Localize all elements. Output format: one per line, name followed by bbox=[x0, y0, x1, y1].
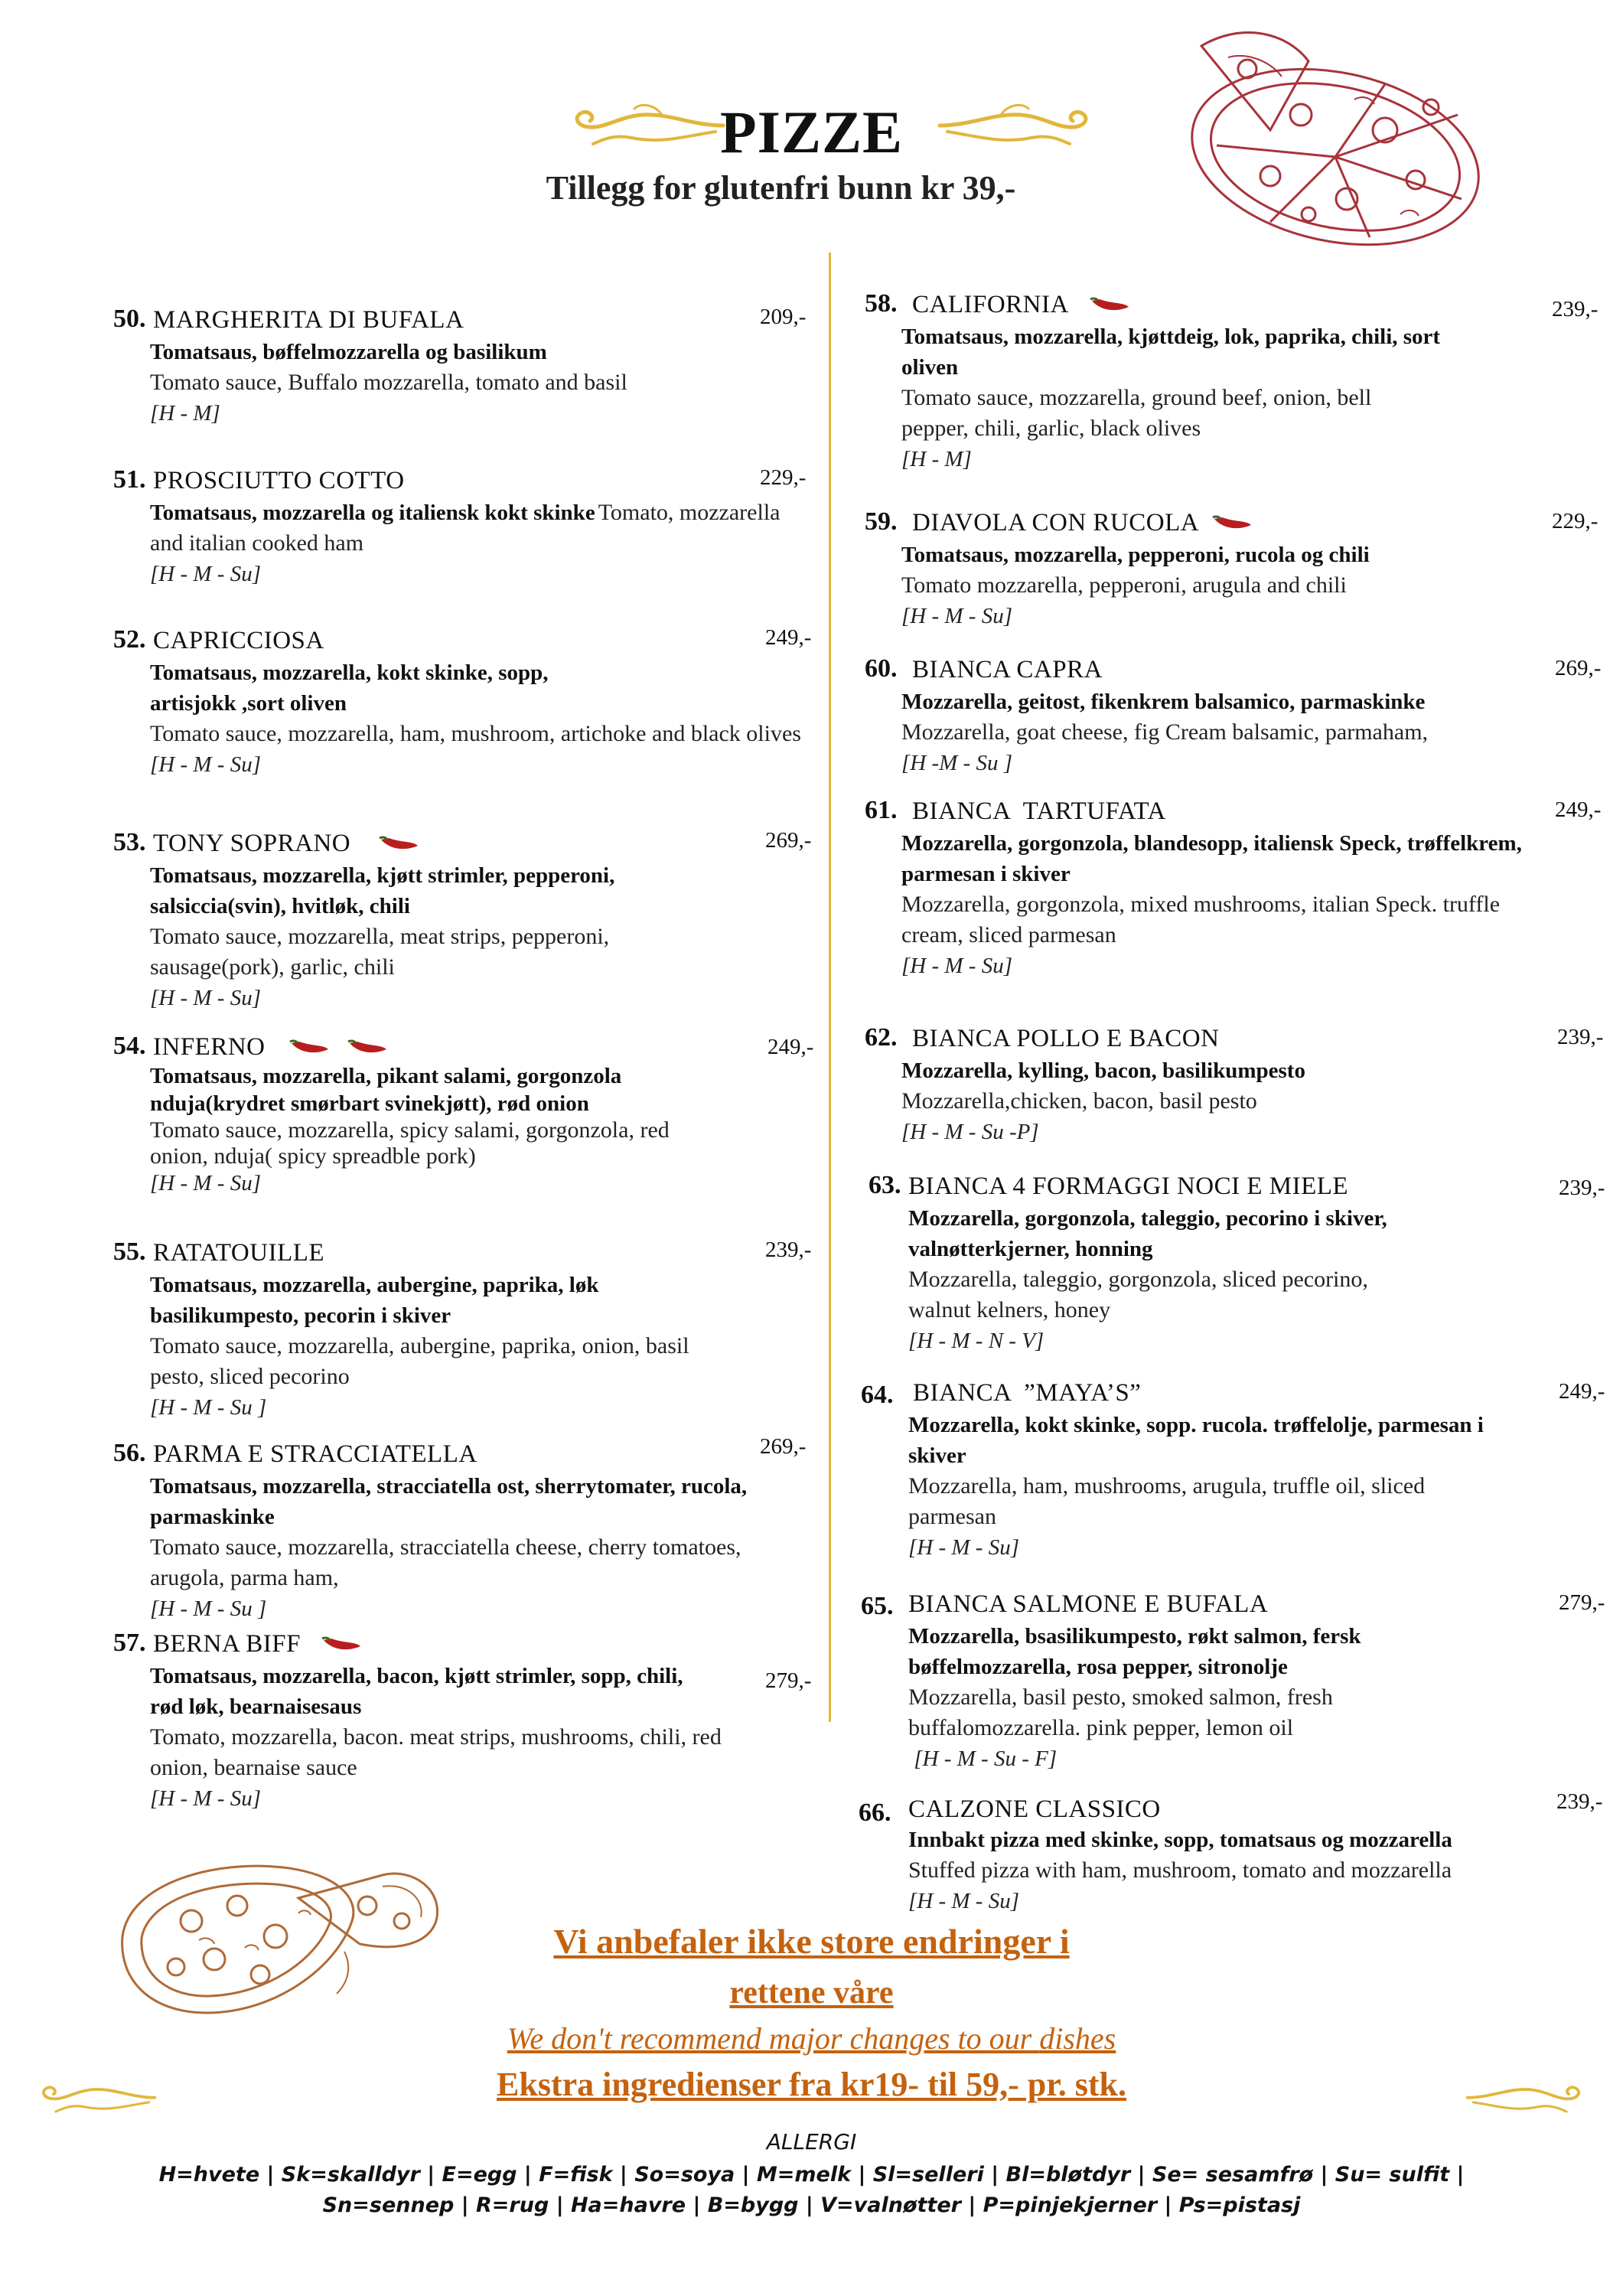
item-price: 269,- bbox=[1555, 656, 1602, 680]
item-allergens: [H - M - N - V] bbox=[908, 1329, 1045, 1353]
column-divider bbox=[829, 253, 831, 1722]
item-price: 269,- bbox=[760, 1434, 807, 1459]
item-name-text: INFERNO bbox=[153, 1033, 266, 1061]
item-description-norwegian: Tomatsaus, mozzarella, aubergine, paprika, løk basilikumpesto, pecorin i skiver bbox=[150, 1273, 599, 1328]
item-price: 279,- bbox=[1559, 1590, 1605, 1615]
item-description-norwegian: Mozzarella, bsasilikumpesto, røkt salmon, fersk bøffelmozzarella, rosa pepper, sitronolje bbox=[908, 1624, 1361, 1679]
item-allergens: [H - M] bbox=[901, 447, 972, 471]
chili-icon bbox=[347, 1039, 389, 1058]
item-name bbox=[153, 1630, 363, 1658]
item-description-english: Tomato sauce, mozzarella, meat strips, pepperoni, sausage(pork), garlic, chili bbox=[150, 924, 610, 980]
item-name-text: TONY SOPRANO bbox=[153, 830, 351, 857]
item-name bbox=[153, 830, 421, 858]
item-number: 51. bbox=[113, 465, 146, 494]
item-description-english: Mozzarella, gorgonzola, mixed mushrooms, italian Speck. truffle cream, sliced parmesan bbox=[901, 892, 1501, 947]
item-description-norwegian: Tomatsaus, mozzarella og italiensk kokt skinke bbox=[150, 501, 595, 525]
item-price: 229,- bbox=[1552, 509, 1599, 533]
item-number: 62. bbox=[865, 1023, 898, 1052]
chili-icon bbox=[378, 835, 421, 855]
item-number: 54. bbox=[113, 1032, 146, 1060]
item-name: MARGHERITA DI BUFALA bbox=[153, 306, 464, 334]
gluten-free-note: Tillegg for glutenfri bunn kr 39,- bbox=[546, 169, 1016, 207]
item-description-norwegian: Mozzarella, kokt skinke, sopp. rucola. trøffelolje, parmesan i skiver bbox=[908, 1413, 1484, 1468]
item-name bbox=[912, 509, 1254, 537]
item-price: 239,- bbox=[1552, 297, 1599, 321]
item-description-norwegian: Tomatsaus, mozzarella, pikant salami, gorgonzola nduja(krydret smørbart svinekjøtt), rød onion bbox=[150, 1064, 622, 1116]
item-price: 229,- bbox=[760, 465, 807, 490]
item-price: 239,- bbox=[1556, 1789, 1603, 1814]
item-description-norwegian: Tomatsaus, mozzarella, bacon, kjøtt strimler, sopp, chili, rød løk, bearnaisesaus bbox=[150, 1664, 683, 1719]
item-number: 66. bbox=[859, 1799, 891, 1827]
item-description-english: Mozzarella, goat cheese, fig Cream balsamic, parmaham, bbox=[901, 719, 1429, 745]
item-number: 63. bbox=[869, 1171, 901, 1199]
item-price: 249,- bbox=[1559, 1379, 1605, 1404]
item-allergens: [H - M - Su - F] bbox=[908, 1746, 1058, 1771]
chili-icon bbox=[1211, 514, 1254, 534]
item-price: 249,- bbox=[765, 625, 812, 650]
item-description-english: Tomato sauce, mozzarella, spicy salami, gorgonzola, red onion, nduja( spicy spreadble pork) bbox=[150, 1117, 670, 1169]
allergy-legend-line1: H=hvete | Sk=skalldyr | E=egg | F=fisk | So=soya | M=melk | Sl=selleri | Bl=bløtdyr | Se= sesamfrø | Su= sulfit | bbox=[158, 2163, 1465, 2187]
item-description-english: Mozzarella,chicken, bacon, basil pesto bbox=[901, 1088, 1257, 1114]
item-description-norwegian: Tomatsaus, mozzarella, pepperoni, rucola og chili bbox=[901, 543, 1370, 567]
item-allergens: [H - M - Su ] bbox=[150, 1395, 267, 1420]
item-name: BIANCA POLLO E BACON bbox=[912, 1025, 1220, 1052]
item-name-text: BERNA BIFF bbox=[153, 1630, 301, 1658]
item-description-norwegian: Innbakt pizza med skinke, sopp, tomatsaus og mozzarella bbox=[908, 1828, 1452, 1852]
item-description-norwegian: Tomatsaus, mozzarella, stracciatella ost, sherrytomater, rucola, parmaskinke bbox=[150, 1474, 748, 1529]
item-description-english: Mozzarella, basil pesto, smoked salmon, fresh buffalomozzarella. pink pepper, lemon oil bbox=[908, 1684, 1333, 1740]
item-description-norwegian: Tomatsaus, mozzarella, kokt skinke, sopp, artisjokk ,sort oliven bbox=[150, 660, 549, 716]
note-english-part2: dishes bbox=[1039, 2021, 1116, 2056]
flourish-ornament-right bbox=[932, 98, 1093, 152]
item-price: 239,- bbox=[1559, 1176, 1605, 1200]
item-price: 269,- bbox=[765, 828, 812, 853]
item-number: 57. bbox=[113, 1629, 146, 1657]
item-description-english: Mozzarella, ham, mushrooms, arugula, truffle oil, sliced parmesan bbox=[908, 1473, 1426, 1529]
item-description-norwegian: Mozzarella, kylling, bacon, basilikumpesto bbox=[901, 1058, 1305, 1083]
chili-icon bbox=[1089, 296, 1132, 316]
item-number: 61. bbox=[865, 796, 898, 824]
item-name: CALZONE CLASSICO bbox=[908, 1795, 1161, 1823]
item-description-norwegian: Tomatsaus, mozzarella, kjøttdeig, lok, paprika, chili, sort oliven bbox=[901, 325, 1441, 380]
item-description-english: Tomato mozzarella, pepperoni, arugula and chili bbox=[901, 572, 1347, 598]
item-description-norwegian: Tomatsaus, mozzarella, kjøtt strimler, pepperoni, salsiccia(svin), hvitløk, chili bbox=[150, 863, 615, 918]
item-price: 239,- bbox=[765, 1238, 812, 1262]
item-price: 249,- bbox=[768, 1035, 814, 1059]
item-name: BIANCA TARTUFATA bbox=[912, 797, 1166, 825]
item-description-english: Tomato sauce, mozzarella, stracciatella cheese, cherry tomatoes, arugola, parma ham, bbox=[150, 1534, 741, 1590]
item-name: BIANCA CAPRA bbox=[912, 656, 1103, 683]
item-name: PROSCIUTTO COTTO bbox=[153, 467, 405, 494]
item-allergens: [H - M - Su] bbox=[150, 986, 261, 1010]
allergy-legend-line2: Sn=sennep | R=rug | Ha=havre | B=bygg | V=valnøtter | P=pinjekjerner | Ps=pistasj bbox=[322, 2193, 1301, 2217]
note-english-part1: We don't recommend major changes to our bbox=[507, 2021, 1040, 2056]
item-name: PARMA E STRACCIATELLA bbox=[153, 1440, 477, 1468]
item-name-text: CALIFORNIA bbox=[912, 291, 1069, 318]
item-description-english: Mozzarella, taleggio, gorgonzola, sliced pecorino, walnut kelners, honey bbox=[908, 1267, 1368, 1322]
item-description-norwegian: Mozzarella, gorgonzola, blandesopp, italiensk Speck, trøffelkrem, parmesan i skiver bbox=[901, 831, 1522, 886]
item-allergens: [H - M] bbox=[150, 401, 220, 426]
item-number: 53. bbox=[113, 828, 146, 856]
item-number: 55. bbox=[113, 1238, 146, 1266]
flourish-ornament-bottom-right bbox=[1462, 2076, 1584, 2118]
item-allergens: [H - M - Su] bbox=[901, 604, 1012, 628]
item-name: BIANCA 4 FORMAGGI NOCI E MIELE bbox=[908, 1172, 1349, 1200]
item-name-text: DIAVOLA CON RUCOLA bbox=[912, 509, 1200, 536]
chili-icon bbox=[321, 1636, 363, 1655]
item-description-english: Tomato sauce, mozzarella, aubergine, paprika, onion, basil pesto, sliced pecorino bbox=[150, 1333, 689, 1389]
pizza-sketch-illustration-top bbox=[1155, 15, 1492, 260]
item-description-english: Tomato sauce, mozzarella, ham, mushroom, artichoke and black olives bbox=[150, 721, 801, 746]
item-price: 279,- bbox=[765, 1668, 812, 1693]
item-allergens: [H - M - Su] bbox=[150, 752, 261, 777]
item-allergens: [H - M - Su ] bbox=[150, 1596, 267, 1621]
item-name bbox=[912, 291, 1132, 319]
item-name: CAPRICCIOSA bbox=[153, 627, 324, 654]
item-number: 58. bbox=[865, 289, 898, 318]
item-number: 59. bbox=[865, 507, 898, 536]
item-description-norwegian: Mozzarella, geitost, fikenkrem balsamico, parmaskinke bbox=[901, 690, 1426, 714]
item-number: 65. bbox=[861, 1592, 894, 1620]
item-number: 56. bbox=[113, 1439, 146, 1467]
item-description-english: Tomato, mozzarella, bacon. meat strips, mushrooms, chili, red onion, bearnaise sauce bbox=[150, 1724, 722, 1780]
item-price: 249,- bbox=[1555, 797, 1602, 822]
item-allergens: [H - M - Su] bbox=[901, 954, 1012, 978]
item-allergens: [H - M - Su] bbox=[908, 1535, 1019, 1560]
item-number: 52. bbox=[113, 625, 146, 654]
item-allergens: [H -M - Su ] bbox=[901, 751, 1012, 775]
no-changes-note-english bbox=[0, 2020, 1623, 2056]
item-name bbox=[153, 1033, 389, 1062]
item-description-english: Tomato sauce, Buffalo mozzarella, tomato and basil bbox=[150, 370, 627, 395]
item-name: BIANCA ”MAYA’S” bbox=[913, 1379, 1142, 1407]
item-description-english: Tomato sauce, mozzarella, ground beef, onion, bell pepper, chili, garlic, black olives bbox=[901, 385, 1372, 441]
allergy-heading: ALLERGI bbox=[766, 2129, 857, 2154]
item-description-norwegian: Tomatsaus, bøffelmozzarella og basilikum bbox=[150, 340, 547, 364]
item-allergens: [H - M - Su] bbox=[150, 1786, 261, 1811]
item-description-english: Tomato, mozzarella and italian cooked ham bbox=[150, 500, 781, 556]
no-changes-note-line2: rettene våre bbox=[729, 1975, 894, 2011]
no-changes-note-line1: Vi anbefaler ikke store endringer i bbox=[553, 1922, 1070, 1961]
item-description-norwegian: Mozzarella, gorgonzola, taleggio, pecorino i skiver, valnøtterkjerner, honning bbox=[908, 1206, 1387, 1261]
item-allergens: [H - M - Su] bbox=[150, 562, 261, 586]
flourish-ornament-bottom-left bbox=[38, 2076, 161, 2118]
item-number: 64. bbox=[861, 1381, 894, 1409]
page-title: PIZZE bbox=[719, 99, 904, 165]
item-number: 50. bbox=[113, 305, 146, 333]
item-name: BIANCA SALMONE E BUFALA bbox=[908, 1590, 1269, 1618]
extra-ingredients-note: Ekstra ingredienser fra kr19- til 59,- pr. stk. bbox=[497, 2066, 1126, 2103]
item-price: 239,- bbox=[1557, 1025, 1604, 1049]
item-allergens: [H - M - Su] bbox=[150, 1171, 261, 1195]
item-price: 209,- bbox=[760, 305, 807, 329]
item-allergens: [H - M - Su] bbox=[908, 1889, 1019, 1913]
item-allergens: [H - M - Su -P] bbox=[901, 1120, 1039, 1144]
item-name: RATATOUILLE bbox=[153, 1239, 325, 1267]
item-number: 60. bbox=[865, 654, 898, 683]
item-description-english: Stuffed pizza with ham, mushroom, tomato and mozzarella bbox=[908, 1857, 1452, 1883]
chili-icon bbox=[288, 1039, 331, 1058]
